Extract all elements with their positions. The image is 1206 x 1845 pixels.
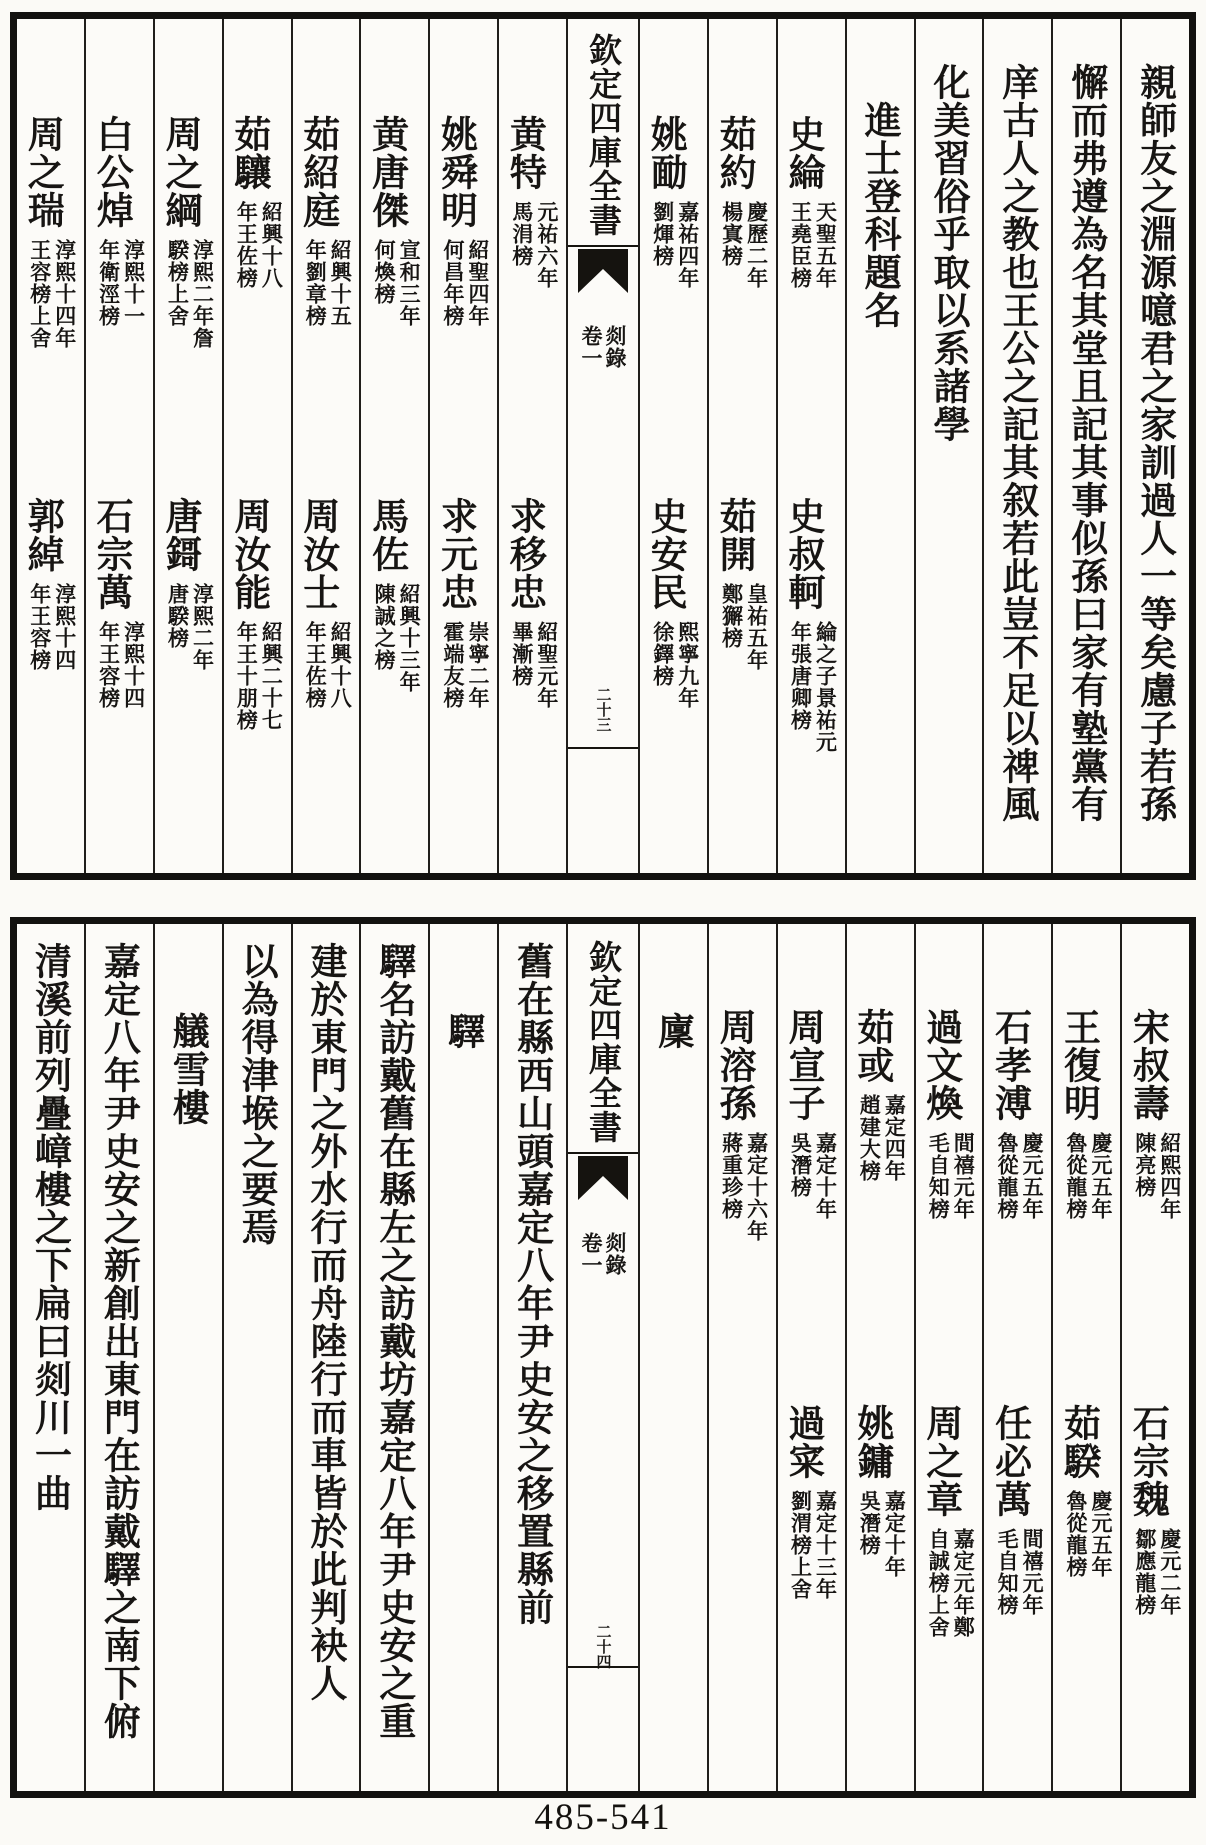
exam-note — [857, 1094, 907, 1182]
body-text: 驛名訪戴舊在縣左之訪戴坊嘉定八年尹史安之重 — [372, 942, 417, 1740]
exam-note-line: 年張唐卿榜 — [788, 621, 814, 731]
banxin-rule — [568, 747, 638, 749]
graduate-name: 黄唐傑 — [365, 115, 410, 229]
exam-note-line: 劉渭榜上舍 — [788, 1490, 814, 1600]
graduate-name: 周之章 — [919, 1404, 964, 1518]
exam-note-line: 年王容榜 — [96, 621, 122, 709]
entries-column — [497, 19, 566, 873]
exam-note — [441, 239, 491, 327]
graduate-entry — [227, 497, 285, 731]
exam-note-line: 年劉章榜 — [303, 239, 329, 327]
exam-note-line: 毛自知榜 — [926, 1132, 952, 1220]
graduate-name: 任必萬 — [988, 1404, 1033, 1518]
exam-note — [1133, 1132, 1183, 1220]
exam-note-line: 紹興十八 — [328, 621, 354, 709]
graduate-name: 石宗魏 — [1126, 1404, 1171, 1518]
graduate-name: 唐鎶 — [158, 497, 203, 573]
graduate-entry — [227, 115, 285, 289]
exam-note — [720, 201, 770, 289]
top-leaf-frame — [10, 12, 1196, 880]
exam-note-line: 嘉定四年 — [882, 1094, 908, 1182]
graduate-entry — [781, 497, 839, 753]
graduate-entry — [715, 115, 770, 289]
graduate-entry — [92, 115, 147, 327]
graduate-entry — [850, 1404, 908, 1578]
section-header: 廩 — [651, 1012, 696, 1050]
graduate-name: 王復明 — [1057, 1008, 1102, 1122]
graduate-name: 茹紹庭 — [296, 115, 341, 229]
entries-column — [291, 19, 360, 873]
graduate-entry — [158, 497, 216, 671]
exam-note-line: 自誠榜上舍 — [926, 1528, 952, 1638]
graduate-entry — [850, 1008, 908, 1182]
graduate-entry — [436, 497, 491, 709]
exam-note-line: 吳潛榜 — [857, 1490, 883, 1556]
exam-note — [97, 239, 147, 327]
graduate-name: 求元忠 — [434, 497, 479, 611]
exam-note — [303, 621, 353, 709]
exam-note-line: 陳誠之榜 — [372, 583, 398, 671]
graduate-entry — [1059, 1008, 1114, 1220]
body-text: 清溪前列疊嶂樓之下扁曰剡川一曲 — [28, 942, 73, 1512]
exam-note — [579, 325, 627, 369]
graduate-name: 茹騤 — [1057, 1404, 1102, 1480]
graduate-name: 茹驤 — [227, 115, 272, 191]
graduate-name: 茹或 — [850, 1008, 895, 1084]
exam-note-line: 卷一 — [579, 1232, 604, 1276]
text-column — [1120, 19, 1189, 873]
exam-note — [995, 1132, 1045, 1220]
exam-note-line: 毛自知榜 — [995, 1528, 1021, 1616]
exam-note-line: 嘉定十年 — [882, 1490, 908, 1578]
exam-note-line: 趙建大榜 — [857, 1094, 883, 1182]
entries-column — [84, 19, 153, 873]
entries-column — [776, 19, 845, 873]
fishtail-icon — [578, 249, 628, 297]
exam-note-line: 吳潛榜 — [788, 1132, 814, 1198]
exam-note — [788, 1490, 838, 1600]
graduate-entry — [365, 115, 423, 327]
graduate-name: 姚勔 — [644, 115, 689, 191]
graduate-entry — [1128, 1404, 1183, 1616]
graduate-entry — [715, 497, 770, 671]
exam-note-line: 宣和三年 — [397, 239, 423, 327]
graduate-name: 史叔軻 — [781, 497, 826, 611]
exam-note-line: 紹熙四年 — [1157, 1132, 1183, 1220]
graduate-name: 茹開 — [713, 497, 758, 573]
section-header: 進士登科題名 — [858, 101, 903, 329]
graduate-name: 姚舜明 — [434, 115, 479, 229]
exam-note-line: 王容榜上舍 — [27, 239, 53, 349]
entries-column — [776, 924, 845, 1791]
exam-note-line: 畢漸榜 — [509, 621, 535, 687]
exam-note-line: 魯從龍榜 — [995, 1132, 1021, 1220]
graduate-entry — [919, 1404, 977, 1638]
body-text: 建於東門之外水行而舟陸行而車皆於此判袂人 — [303, 942, 348, 1702]
exam-note — [510, 621, 560, 709]
exam-note — [788, 621, 838, 753]
exam-note-line: 綸之子景祐元 — [813, 621, 839, 753]
exam-note-line: 間禧元年 — [951, 1132, 977, 1220]
entries-column — [638, 19, 707, 873]
text-column — [914, 19, 983, 873]
graduate-name: 周汝能 — [227, 497, 272, 611]
text-column — [359, 924, 428, 1791]
bottom-leaf-frame — [10, 917, 1196, 1798]
folio-number: 二十三 — [594, 687, 613, 732]
graduate-name: 宋叔壽 — [1126, 1008, 1171, 1122]
graduate-name: 史綸 — [781, 115, 826, 191]
exam-note — [372, 583, 422, 693]
entries-column — [1120, 924, 1189, 1791]
exam-note-line: 嘉定元年鄭 — [951, 1528, 977, 1638]
exam-note — [441, 621, 491, 709]
exam-note-line: 元祐六年 — [534, 201, 560, 289]
exam-note-line: 唐騤榜 — [165, 583, 191, 649]
graduate-entry — [988, 1008, 1046, 1220]
exam-note — [510, 201, 560, 289]
exam-note-line: 淳熙十四 — [52, 583, 78, 671]
exam-note — [1064, 1132, 1114, 1220]
graduate-name: 過文煥 — [919, 1008, 964, 1122]
body-text: 化美習俗乎取以系諸學 — [926, 63, 971, 443]
entries-column — [428, 19, 497, 873]
banxin-rule — [568, 1152, 638, 1154]
exam-note — [995, 1528, 1045, 1616]
graduate-entry — [158, 115, 216, 349]
exam-note — [1133, 1528, 1183, 1616]
graduate-entry — [505, 115, 560, 289]
graduate-name: 郭綽 — [21, 497, 66, 573]
exam-note — [857, 1490, 907, 1578]
graduate-entry — [505, 497, 560, 709]
exam-note-line: 劉煇榜 — [650, 201, 676, 267]
exam-note-line: 慶元五年 — [1088, 1132, 1114, 1220]
exam-note-line: 霍端友榜 — [440, 621, 466, 709]
banxin-title: 欽定四庫全書 — [584, 940, 623, 1144]
exam-note — [28, 239, 78, 349]
banxin-book-juan — [579, 1222, 627, 1276]
exam-note-line: 剡錄 — [603, 325, 628, 369]
graduate-entry — [715, 1008, 770, 1242]
exam-note-line: 皇祐五年 — [744, 583, 770, 671]
exam-note-line: 馬涓榜 — [509, 201, 535, 267]
exam-note — [651, 621, 701, 709]
exam-note — [720, 1132, 770, 1242]
exam-note — [720, 583, 770, 671]
exam-note — [579, 1232, 627, 1276]
exam-note — [651, 201, 701, 289]
graduate-entry — [781, 1404, 839, 1600]
exam-note-line: 王堯臣榜 — [788, 201, 814, 289]
body-text: 嘉定八年尹史安之新創出東門在訪戴驛之南下俯 — [97, 942, 142, 1740]
exam-note — [97, 621, 147, 709]
exam-note-line: 年王佐榜 — [234, 201, 260, 289]
graduate-entry — [646, 497, 701, 709]
exam-note — [788, 1132, 838, 1220]
graduate-name: 姚鏞 — [850, 1404, 895, 1480]
entries-column — [153, 19, 222, 873]
section-header-column — [153, 924, 222, 1791]
exam-note-line: 淳熙二年 — [190, 583, 216, 671]
entries-column — [845, 924, 914, 1791]
graduate-name: 馬佐 — [365, 497, 410, 573]
graduate-entry — [92, 497, 147, 709]
exam-note-line: 徐鐸榜 — [650, 621, 676, 687]
graduate-name: 周溶孫 — [713, 1008, 758, 1122]
exam-note — [165, 239, 215, 349]
graduate-entry — [781, 115, 839, 289]
exam-note-line: 嘉定十年 — [813, 1132, 839, 1220]
text-column — [17, 924, 84, 1791]
body-text: 以為得津堠之要焉 — [235, 942, 280, 1246]
text-column — [84, 924, 153, 1791]
exam-note-line: 淳熙十四 — [121, 621, 147, 709]
section-header: 艤雪樓 — [166, 1012, 211, 1126]
graduate-name: 黄特 — [503, 115, 548, 191]
graduate-entry — [781, 1008, 839, 1220]
exam-note — [303, 239, 353, 327]
exam-note-line: 紹興十三年 — [397, 583, 423, 693]
exam-note-line: 紹聖元年 — [534, 621, 560, 709]
entries-column — [982, 924, 1051, 1791]
exam-note-line: 紹聖四年 — [465, 239, 491, 327]
exam-note-line: 年衛涇榜 — [96, 239, 122, 327]
exam-note-line: 慶元二年 — [1157, 1528, 1183, 1616]
graduate-name: 求移忠 — [503, 497, 548, 611]
exam-note-line: 天聖五年 — [813, 201, 839, 289]
exam-note-line: 嘉祐四年 — [675, 201, 701, 289]
graduate-name: 過寀 — [781, 1404, 826, 1480]
exam-note-line: 紹興十五 — [328, 239, 354, 327]
center-banxin-column — [566, 924, 638, 1791]
exam-note-line: 年王十朋榜 — [234, 621, 260, 731]
exam-note-line: 紹興十八 — [259, 201, 285, 289]
exam-note-line: 騤榜上舍 — [165, 239, 191, 327]
exam-note — [234, 621, 284, 731]
graduate-entry — [1059, 1404, 1114, 1578]
body-text: 親師友之淵源噫君之家訓過人一等矣慮子若孫 — [1133, 63, 1178, 823]
text-column — [982, 19, 1051, 873]
exam-note-line: 年王容榜 — [27, 583, 53, 671]
section-header: 驛 — [441, 1012, 486, 1050]
exam-note-line: 慶元五年 — [1088, 1490, 1114, 1578]
exam-note-line: 鄭獬榜 — [719, 583, 745, 649]
center-banxin-column — [566, 19, 638, 873]
exam-note-line: 崇寧二年 — [465, 621, 491, 709]
exam-note — [234, 201, 284, 289]
exam-note — [1064, 1490, 1114, 1578]
body-text: 懈而弗遵為名其堂且記其事似孫曰家有塾黨有 — [1064, 63, 1109, 823]
text-column — [222, 924, 291, 1791]
section-header-column — [428, 924, 497, 1791]
banxin-book-juan — [579, 315, 627, 369]
graduate-name: 周宣子 — [781, 1008, 826, 1122]
graduate-name: 白公焯 — [90, 115, 135, 229]
banxin-rule — [568, 245, 638, 247]
entries-column — [914, 924, 983, 1791]
graduate-entry — [23, 497, 78, 671]
entries-column — [17, 19, 84, 873]
fishtail-icon — [578, 1156, 628, 1204]
exam-note-line: 嘉定十三年 — [813, 1490, 839, 1600]
entries-column — [707, 924, 776, 1791]
exam-note-line: 楊寘榜 — [719, 201, 745, 267]
exam-note-line: 蔣重珍榜 — [719, 1132, 745, 1220]
exam-note-line: 淳熙二年詹 — [190, 239, 216, 349]
graduate-entry — [646, 115, 701, 289]
exam-note — [926, 1132, 976, 1220]
exam-note-line: 何昌年榜 — [440, 239, 466, 327]
page-number: 485-541 — [534, 1797, 672, 1838]
section-header-column — [638, 924, 707, 1791]
exam-note — [165, 583, 215, 671]
graduate-name: 周之綱 — [158, 115, 203, 229]
graduate-name: 茹約 — [713, 115, 758, 191]
exam-note-line: 慶歷二年 — [744, 201, 770, 289]
graduate-entry — [1128, 1008, 1183, 1220]
entries-column — [359, 19, 428, 873]
graduate-entry — [23, 115, 78, 349]
exam-note-line: 淳熙十四年 — [52, 239, 78, 349]
exam-note-line: 陳亮榜 — [1132, 1132, 1158, 1198]
entries-column — [1051, 924, 1120, 1791]
body-text: 舊在縣西山頭嘉定八年尹史安之移置縣前 — [510, 942, 555, 1626]
graduate-entry — [436, 115, 491, 327]
graduate-entry — [296, 115, 354, 327]
graduate-name: 石孝溥 — [988, 1008, 1033, 1122]
exam-note — [788, 201, 838, 289]
graduate-name: 石宗萬 — [90, 497, 135, 611]
exam-note-line: 年王佐榜 — [303, 621, 329, 709]
exam-note-line: 熙寧九年 — [675, 621, 701, 709]
exam-note-line: 淳熙十一 — [121, 239, 147, 327]
graduate-name: 周汝士 — [296, 497, 341, 611]
exam-note-line: 間禧元年 — [1020, 1528, 1046, 1616]
exam-note — [926, 1528, 976, 1638]
exam-note-line: 剡錄 — [603, 1232, 628, 1276]
folio-number: 二十四 — [594, 1624, 613, 1669]
graduate-entry — [365, 497, 423, 693]
exam-note-line: 魯從龍榜 — [1063, 1132, 1089, 1220]
exam-note-line: 卷一 — [579, 325, 604, 369]
graduate-entry — [919, 1008, 977, 1220]
entries-column — [707, 19, 776, 873]
banxin-title: 欽定四庫全書 — [584, 33, 623, 237]
banxin-rule — [568, 1666, 638, 1668]
text-column — [1051, 19, 1120, 873]
body-text: 庠古人之教也王公之記其叙若此豈不足以禆風 — [995, 63, 1040, 823]
exam-note-line: 鄒應龍榜 — [1132, 1528, 1158, 1616]
exam-note-line: 紹興二十七 — [259, 621, 285, 731]
exam-note-line: 何煥榜 — [372, 239, 398, 305]
text-column — [497, 924, 566, 1791]
graduate-name: 史安民 — [644, 497, 689, 611]
section-header-column — [845, 19, 914, 873]
text-column — [291, 924, 360, 1791]
graduate-name: 周之瑞 — [21, 115, 66, 229]
exam-note-line: 慶元五年 — [1020, 1132, 1046, 1220]
exam-note — [28, 583, 78, 671]
graduate-entry — [296, 497, 354, 709]
exam-note-line: 嘉定十六年 — [744, 1132, 770, 1242]
exam-note-line: 魯從龍榜 — [1063, 1490, 1089, 1578]
entries-column — [222, 19, 291, 873]
exam-note — [372, 239, 422, 327]
graduate-entry — [988, 1404, 1046, 1616]
